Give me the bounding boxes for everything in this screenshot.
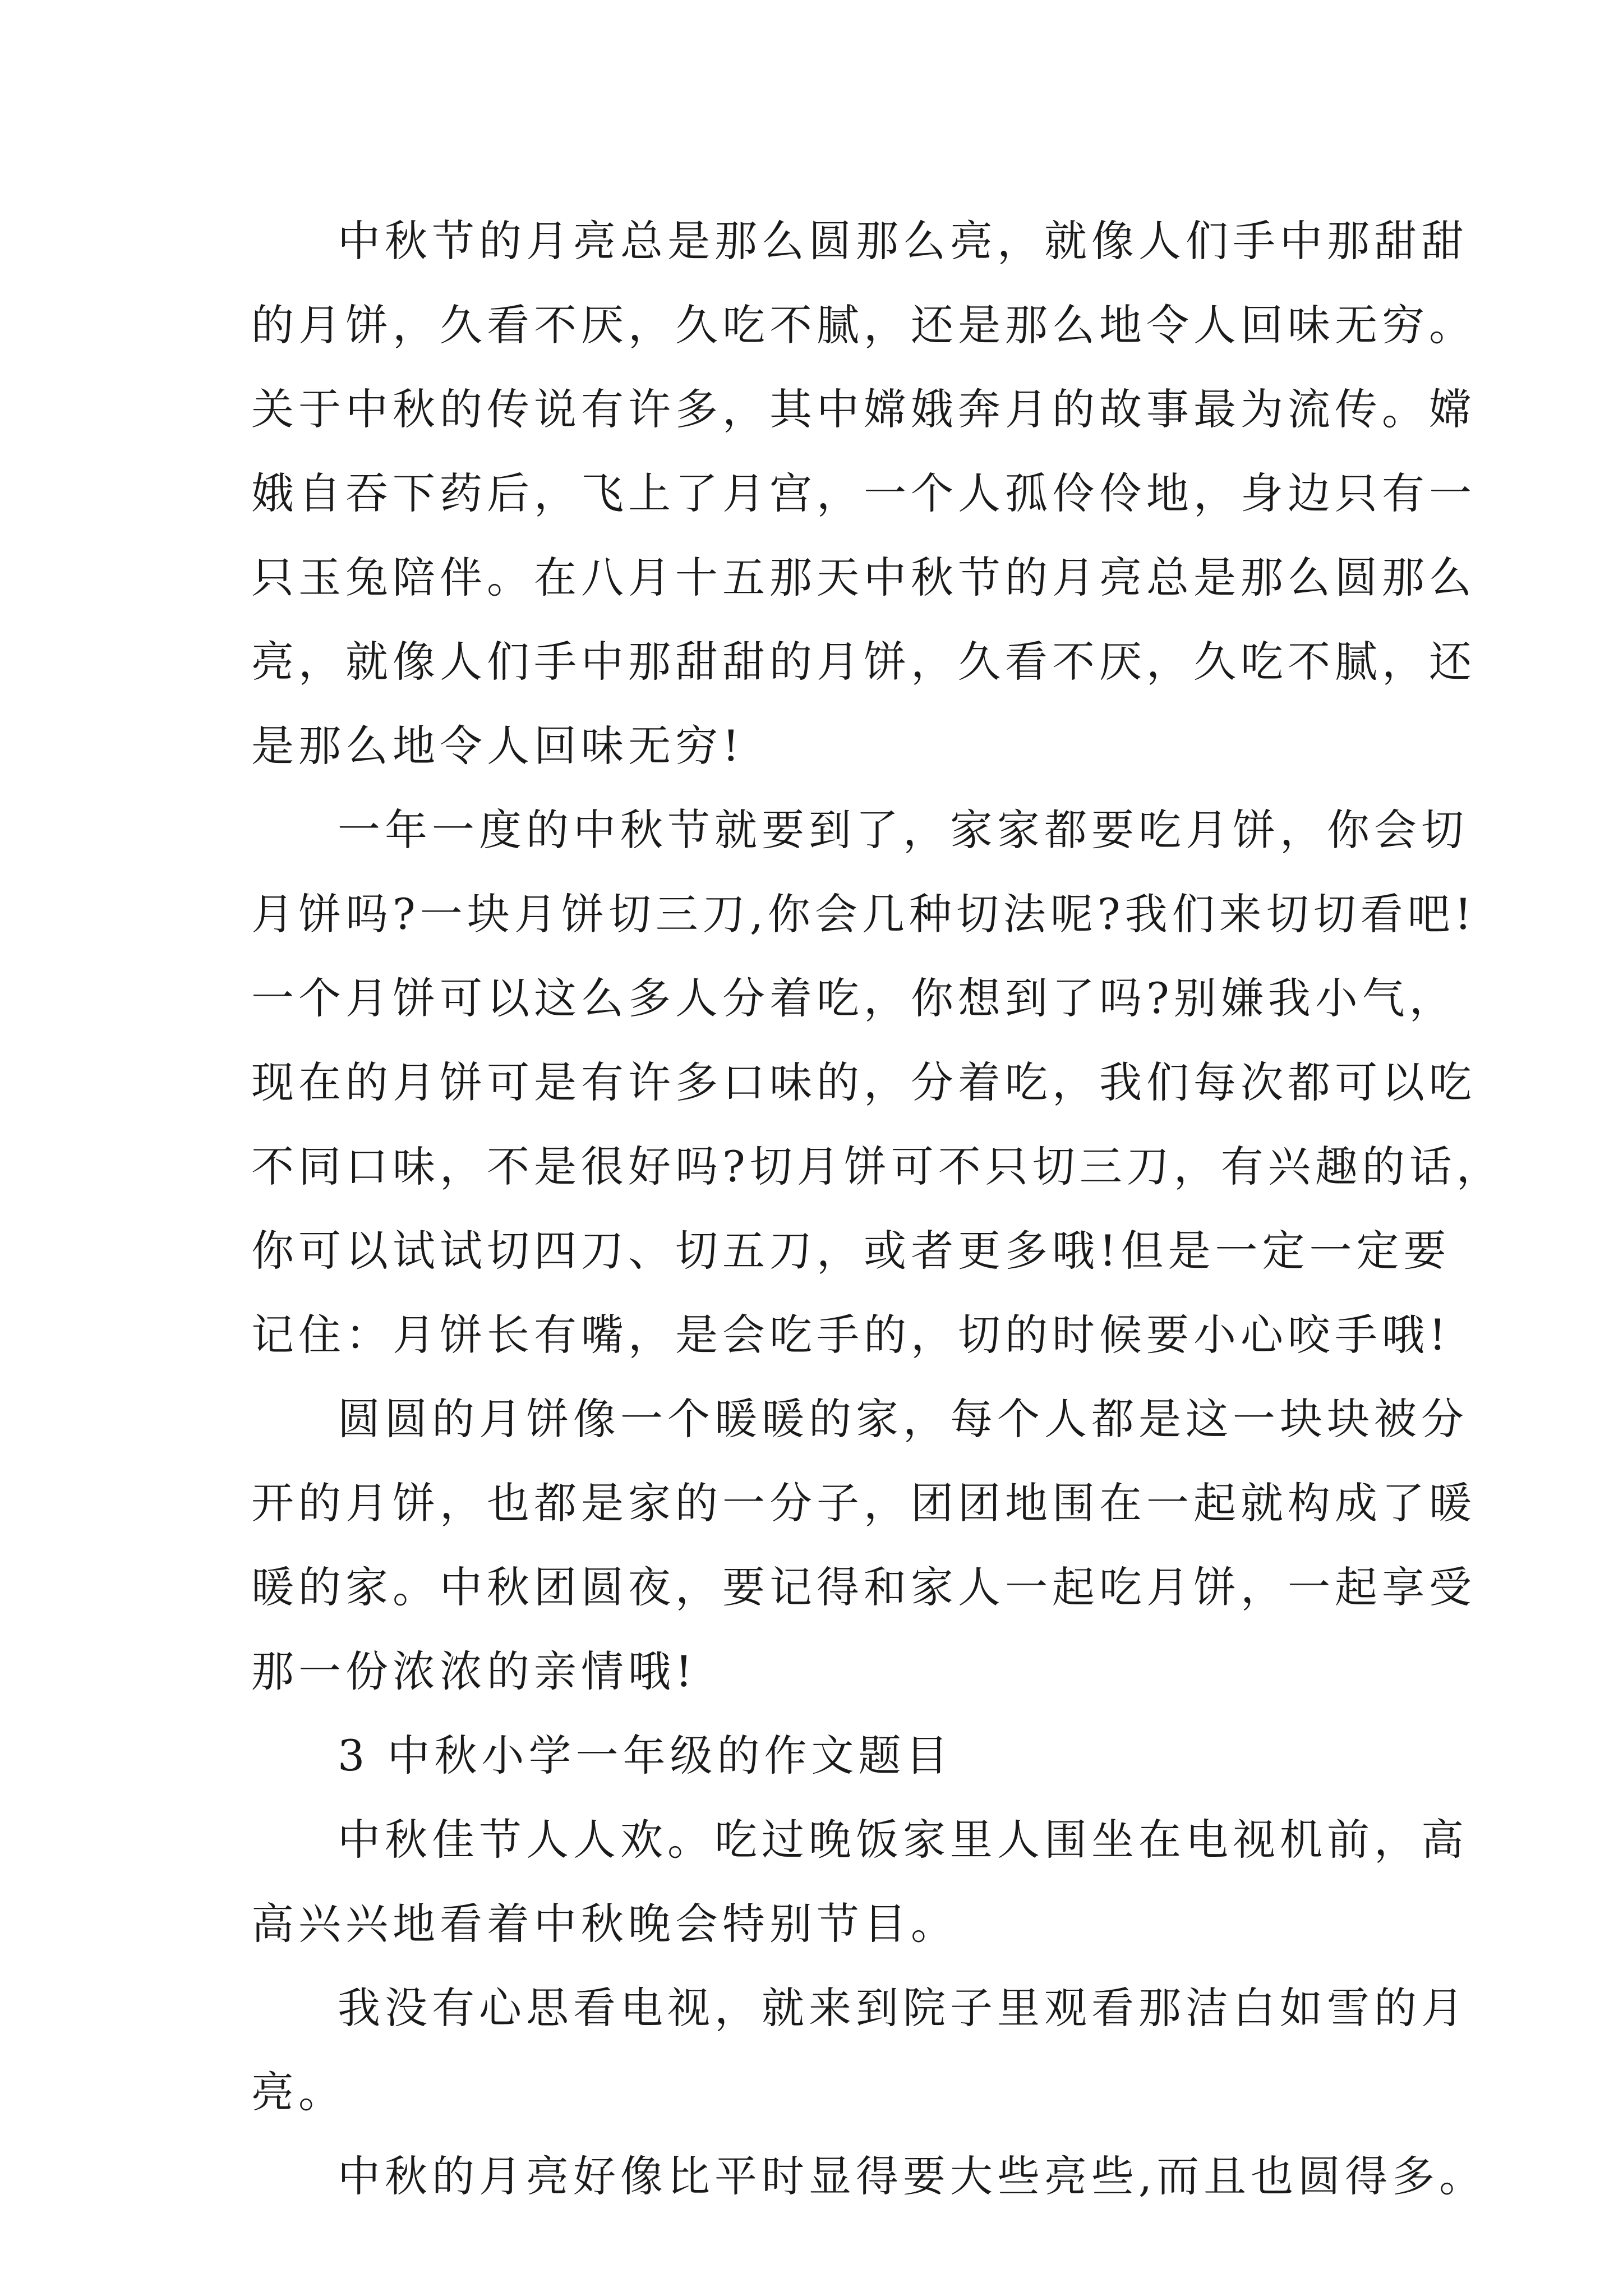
paragraph-line: 亮。: [251, 2067, 345, 2117]
paragraph-line: 暖的家。中秋团圆夜，要记得和家人一起吃月饼，一起享受: [251, 1562, 1476, 1612]
paragraph-6: [251, 2134, 1487, 2219]
paragraph-2: [251, 788, 1504, 1377]
paragraph-line: 中秋的月亮好像比平时显得要大些亮些,而且也圆得多。: [338, 2151, 1487, 2201]
paragraph-3: [251, 1377, 1476, 1714]
paragraph-line: 的月饼，久看不厌，久吃不腻，还是那么地令人回味无穷。: [251, 300, 1476, 350]
paragraph-line: 那一份浓浓的亲情哦!: [251, 1646, 697, 1696]
paragraph-line: 一年一度的中秋节就要到了，家家都要吃月饼，你会切: [338, 805, 1468, 855]
heading-line: 3 中秋小学一年级的作文题目: [338, 1731, 953, 1780]
paragraph-line: 中秋节的月亮总是那么圆那么亮，就像人们手中那甜甜: [338, 216, 1468, 266]
paragraph-4: [251, 1798, 1468, 1966]
document-body: [251, 199, 1504, 2219]
paragraph-line: 一个月饼可以这么多人分着吃，你想到了吗?别嫌我小气，: [251, 973, 1456, 1023]
section-heading: [251, 1714, 1418, 1798]
paragraph-5: [251, 1966, 1468, 2134]
paragraph-line: 圆圆的月饼像一个暖暖的家，每个人都是这一块块被分: [338, 1394, 1468, 1444]
paragraph-line: 是那么地令人回味无穷!: [251, 721, 744, 771]
paragraph-line: 记住：月饼长有嘴，是会吃手的，切的时候要小心咬手哦!: [251, 1310, 1451, 1360]
paragraph-line: 娥自吞下药后，飞上了月宫，一个人孤伶伶地，身边只有一: [251, 468, 1476, 518]
paragraph-line: 不同口味，不是很好吗?切月饼可不只切三刀，有兴趣的话，: [251, 1142, 1504, 1191]
paragraph-1: [251, 199, 1476, 788]
paragraph-line: 关于中秋的传说有许多，其中嫦娥奔月的故事最为流传。嫦: [251, 384, 1476, 434]
paragraph-line: 高兴兴地看着中秋晚会特别节目。: [251, 1899, 958, 1949]
paragraph-line: 月饼吗?一块月饼切三刀,你会几种切法呢?我们来切切看吧!: [251, 889, 1477, 939]
paragraph-line: 中秋佳节人人欢。吃过晚饭家里人围坐在电视机前，高: [338, 1815, 1468, 1865]
paragraph-line: 我没有心思看电视，就来到院子里观看那洁白如雪的月: [338, 1983, 1468, 2033]
paragraph-line: 现在的月饼可是有许多口味的，分着吃，我们每次都可以吃: [251, 1057, 1476, 1107]
paragraph-line: 你可以试试切四刀、切五刀，或者更多哦!但是一定一定要: [251, 1226, 1451, 1276]
paragraph-line: 只玉兔陪伴。在八月十五那天中秋节的月亮总是那么圆那么: [251, 553, 1476, 602]
paragraph-line: 亮，就像人们手中那甜甜的月饼，久看不厌，久吃不腻，还: [251, 637, 1476, 687]
paragraph-line: 开的月饼，也都是家的一分子，团团地围在一起就构成了暖: [251, 1478, 1476, 1528]
